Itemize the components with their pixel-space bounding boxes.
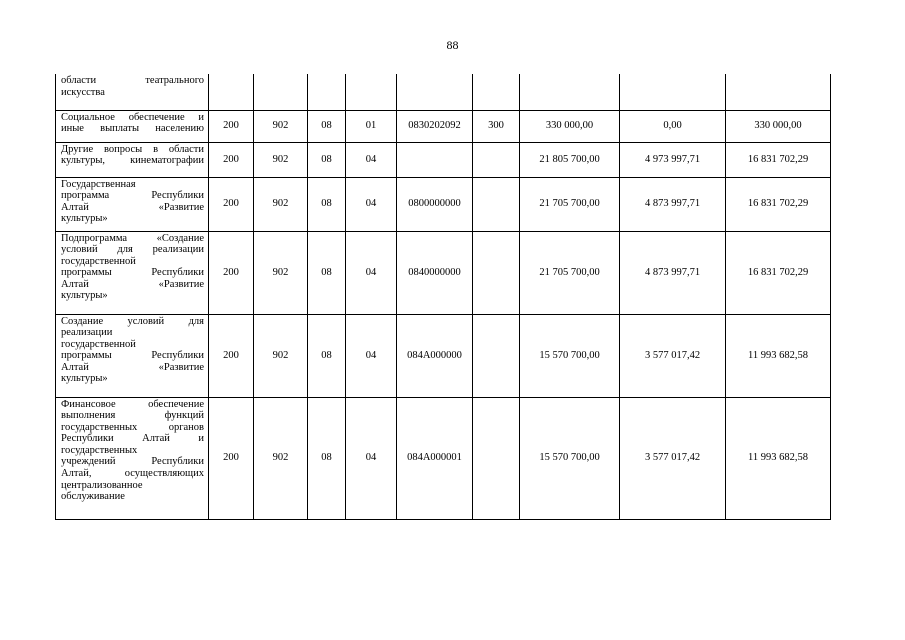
cell-plan: 21 705 700,00 bbox=[520, 177, 620, 231]
cell-remaining: 11 993 682,58 bbox=[726, 397, 831, 519]
row-name-line: Подпрограмма «Создание bbox=[61, 232, 204, 244]
cell-admin: 200 bbox=[209, 142, 254, 177]
row-name-line: обслуживание bbox=[61, 491, 125, 503]
row-name-cell bbox=[56, 231, 209, 314]
cell-subsection: 01 bbox=[346, 110, 397, 142]
table-row bbox=[56, 110, 831, 142]
row-name-line: Республики Алтай и bbox=[61, 433, 204, 445]
row-name-cell bbox=[56, 110, 209, 142]
cell-plan: 21 705 700,00 bbox=[520, 231, 620, 314]
row-name-line: централизованное bbox=[61, 479, 143, 491]
cell-section: 08 bbox=[308, 314, 346, 397]
table-row bbox=[56, 177, 831, 231]
cell-plan: 21 805 700,00 bbox=[520, 142, 620, 177]
row-name-line: Алтай, осуществляющих bbox=[61, 468, 204, 480]
row-name-cell bbox=[56, 397, 209, 519]
cell-executed: 3 577 017,42 bbox=[620, 397, 726, 519]
row-name-line: культуры» bbox=[61, 290, 108, 302]
cell-ministry: 902 bbox=[254, 397, 308, 519]
row-name-line: программы Республики bbox=[61, 350, 204, 362]
row-name-line: Другие вопросы в области bbox=[61, 143, 204, 155]
page-number: 88 bbox=[446, 38, 459, 52]
cell-ministry: 902 bbox=[254, 177, 308, 231]
cell-expense-type: 300 bbox=[473, 110, 520, 142]
cell-target bbox=[397, 74, 473, 110]
row-name-line: государственной bbox=[61, 338, 136, 350]
row-name-line: Финансовое обеспечение bbox=[61, 398, 204, 410]
row-name-line: учреждений Республики bbox=[61, 456, 204, 468]
cell-ministry: 902 bbox=[254, 314, 308, 397]
cell-section: 08 bbox=[308, 110, 346, 142]
row-name-line: культуры» bbox=[61, 213, 108, 225]
cell-section: 08 bbox=[308, 142, 346, 177]
cell-target: 0800000000 bbox=[397, 177, 473, 231]
row-name-cell bbox=[56, 74, 209, 110]
cell-ministry bbox=[254, 74, 308, 110]
row-name-cell bbox=[56, 142, 209, 177]
row-name-cell bbox=[56, 177, 209, 231]
row-name-line: Социальное обеспечение и bbox=[61, 111, 204, 123]
cell-ministry: 902 bbox=[254, 231, 308, 314]
row-name-cell bbox=[56, 314, 209, 397]
budget-table bbox=[55, 74, 831, 520]
row-name-line: Государственная bbox=[61, 178, 136, 190]
cell-admin: 200 bbox=[209, 314, 254, 397]
table-row bbox=[56, 231, 831, 314]
cell-target: 0840000000 bbox=[397, 231, 473, 314]
row-name-line: Алтай «Развитие bbox=[61, 201, 204, 213]
cell-subsection: 04 bbox=[346, 142, 397, 177]
row-name-line: реализации bbox=[61, 327, 113, 339]
cell-section: 08 bbox=[308, 231, 346, 314]
cell-section bbox=[308, 74, 346, 110]
cell-target bbox=[397, 142, 473, 177]
table-row bbox=[56, 74, 831, 110]
table-row bbox=[56, 142, 831, 177]
cell-expense-type bbox=[473, 397, 520, 519]
cell-plan: 330 000,00 bbox=[520, 110, 620, 142]
row-name-line: Создание условий для bbox=[61, 315, 204, 327]
cell-executed: 4 873 997,71 bbox=[620, 231, 726, 314]
row-name-line: государственных органов bbox=[61, 421, 204, 433]
cell-remaining bbox=[726, 74, 831, 110]
cell-remaining: 16 831 702,29 bbox=[726, 177, 831, 231]
cell-target: 084A000000 bbox=[397, 314, 473, 397]
cell-expense-type bbox=[473, 74, 520, 110]
cell-target: 084A000001 bbox=[397, 397, 473, 519]
cell-admin: 200 bbox=[209, 231, 254, 314]
cell-executed: 3 577 017,42 bbox=[620, 314, 726, 397]
row-name-line: Алтай «Развитие bbox=[61, 361, 204, 373]
cell-ministry: 902 bbox=[254, 142, 308, 177]
cell-executed: 4 873 997,71 bbox=[620, 177, 726, 231]
cell-expense-type bbox=[473, 314, 520, 397]
cell-subsection: 04 bbox=[346, 231, 397, 314]
table-row bbox=[56, 397, 831, 519]
cell-section: 08 bbox=[308, 177, 346, 231]
row-name-line: Алтай «Развитие bbox=[61, 278, 204, 290]
cell-admin: 200 bbox=[209, 397, 254, 519]
cell-remaining: 330 000,00 bbox=[726, 110, 831, 142]
cell-subsection: 04 bbox=[346, 397, 397, 519]
row-name-line: иные выплаты населению bbox=[61, 123, 204, 135]
row-name-line: программа Республики bbox=[61, 190, 204, 202]
cell-subsection: 04 bbox=[346, 177, 397, 231]
cell-subsection bbox=[346, 74, 397, 110]
cell-admin: 200 bbox=[209, 177, 254, 231]
row-name-line: культуры» bbox=[61, 373, 108, 385]
cell-ministry: 902 bbox=[254, 110, 308, 142]
cell-remaining: 11 993 682,58 bbox=[726, 314, 831, 397]
row-name-line: государственной bbox=[61, 255, 136, 267]
cell-section: 08 bbox=[308, 397, 346, 519]
cell-executed bbox=[620, 74, 726, 110]
row-name-line: условий для реализации bbox=[61, 244, 204, 256]
row-name-line: области театрального bbox=[61, 75, 204, 86]
table-row bbox=[56, 314, 831, 397]
cell-subsection: 04 bbox=[346, 314, 397, 397]
cell-plan bbox=[520, 74, 620, 110]
cell-admin bbox=[209, 74, 254, 110]
cell-plan: 15 570 700,00 bbox=[520, 397, 620, 519]
cell-target: 0830202092 bbox=[397, 110, 473, 142]
cell-plan: 15 570 700,00 bbox=[520, 314, 620, 397]
row-name-line: государственных bbox=[61, 444, 138, 456]
cell-remaining: 16 831 702,29 bbox=[726, 142, 831, 177]
row-name-line: культуры, кинематографии bbox=[61, 155, 204, 167]
row-name-line: программы Республики bbox=[61, 267, 204, 279]
cell-executed: 0,00 bbox=[620, 110, 726, 142]
cell-remaining: 16 831 702,29 bbox=[726, 231, 831, 314]
cell-executed: 4 973 997,71 bbox=[620, 142, 726, 177]
cell-admin: 200 bbox=[209, 110, 254, 142]
row-name-line: выполнения функций bbox=[61, 410, 204, 422]
cell-expense-type bbox=[473, 142, 520, 177]
row-name-line: искусства bbox=[61, 86, 105, 98]
cell-expense-type bbox=[473, 231, 520, 314]
cell-expense-type bbox=[473, 177, 520, 231]
